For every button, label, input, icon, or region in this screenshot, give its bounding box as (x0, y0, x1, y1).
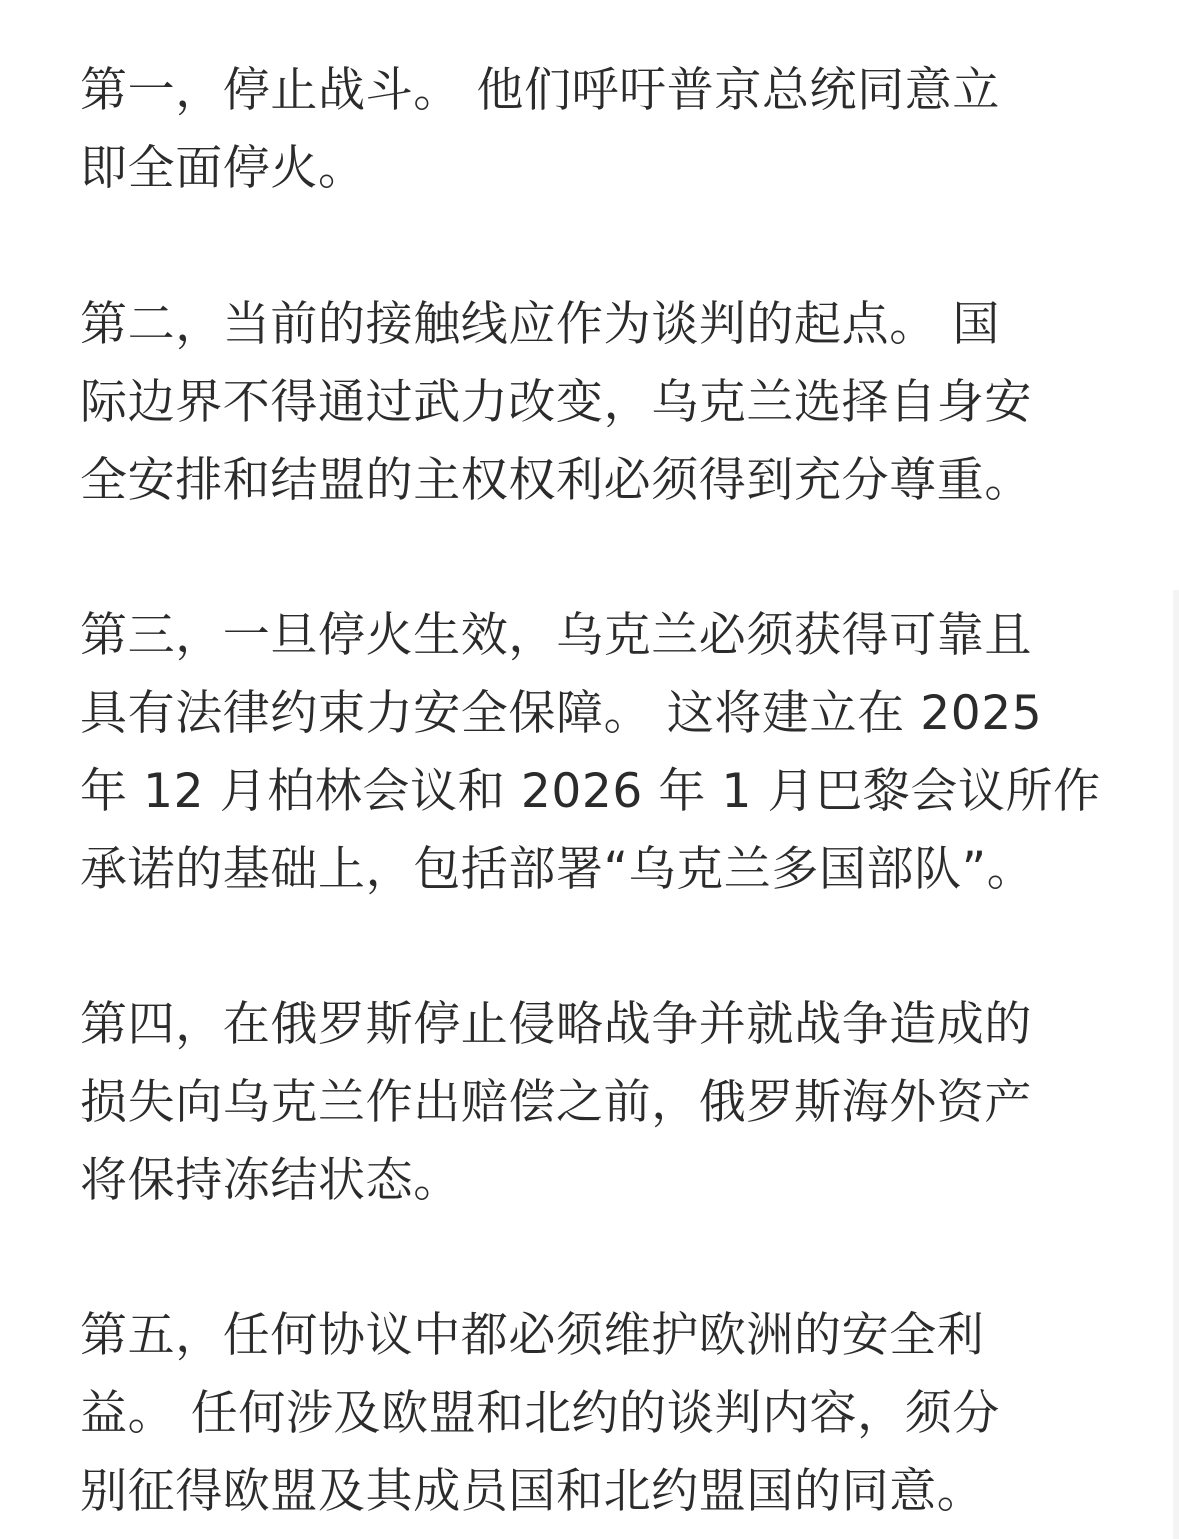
paragraph-4-line-2: 损失向乌克兰作出赔偿之前，俄罗斯海外资产 (80, 1075, 1032, 1130)
paragraph-5-line-2: 益。 任何涉及欧盟和北约的谈判内容，须分 (80, 1386, 1000, 1441)
paragraph-2-line-1: 第二，当前的接触线应作为谈判的起点。 国 (80, 297, 1000, 352)
paragraph-4-line-1: 第四，在俄罗斯停止侵略战争并就战争造成的 (80, 997, 1032, 1052)
paragraph-3-line-1: 第三，一旦停火生效，乌克兰必须获得可靠且 (80, 608, 1032, 663)
paragraph-2-line-2: 际边界不得通过武力改变，乌克兰选择自身安 (80, 375, 1032, 430)
paragraph-5-line-3: 别征得欧盟及其成员国和北约盟国的同意。 (80, 1464, 985, 1519)
paragraph-4-line-3: 将保持冻结状态。 (80, 1153, 461, 1208)
paragraph-3-line-3: 年 12 月柏林会议和 2026 年 1 月巴黎会议所作 (80, 764, 1101, 819)
paragraph-2-line-3: 全安排和结盟的主权权利必须得到充分尊重。 (80, 453, 1032, 508)
scroll-edge (1173, 590, 1179, 1539)
paragraph-5-line-1: 第五，任何协议中都必须维护欧洲的安全利 (80, 1308, 985, 1363)
paragraph-3-line-4: 承诺的基础上，包括部署“乌克兰多国部队”。 (80, 842, 1035, 897)
paragraph-1-line-2: 即全面停火。 (80, 141, 366, 196)
paragraph-3-line-2: 具有法律约束力安全保障。 这将建立在 2025 (80, 686, 1043, 741)
paragraph-1-line-1: 第一，停止战斗。 他们呼吁普京总统同意立 (80, 63, 1000, 118)
